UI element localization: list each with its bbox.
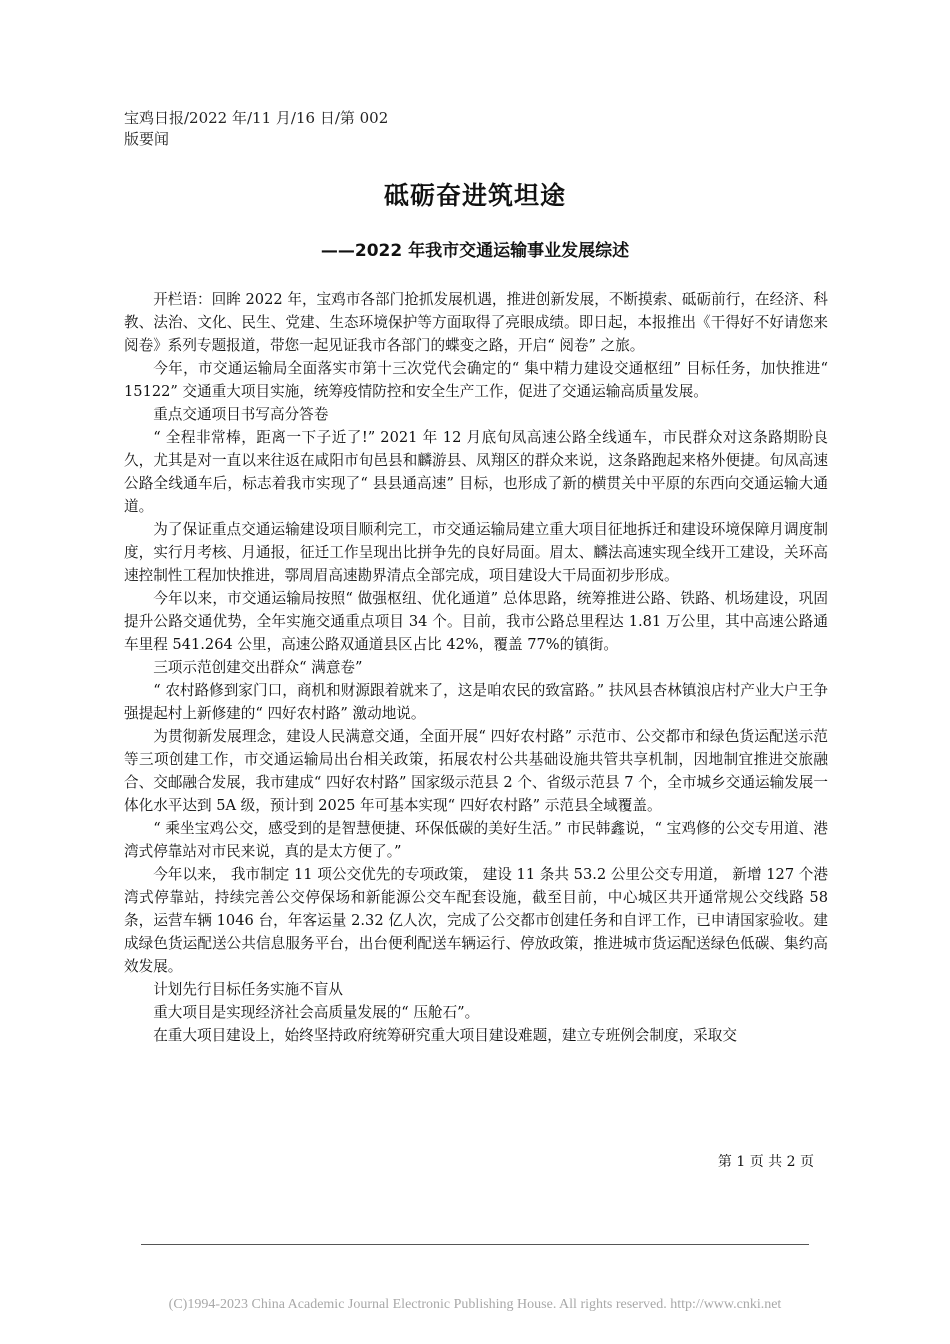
page-number: 第 1 页 共 2 页 (717, 1154, 814, 1170)
source-line: 版要闻 (124, 130, 170, 148)
paragraph: 为了保证重点交通运输建设项目顺利完工，市交通运输局建立重大项目征地拆迁和建设环境保障月调度制度，实行月考核、月通报，征迁工作呈现出比拼争先的良好局面。眉太、麟法高速实现全线开工建设，关环高速控制性工程加快推进，鄠周眉高速勘界清点全部完成，项目建设大干局面初步形成。 (124, 521, 828, 584)
section-heading: 重点交通项目书写高分答卷 (153, 406, 329, 423)
paragraph: “ 乘坐宝鸡公交，感受到的是智慧便捷、环保低碳的美好生活。” 市民韩鑫说，“ 宝鸡修的公交专用道、港湾式停靠站对市民来说，真的是太方便了。” (124, 820, 828, 860)
paragraph: 在重大项目建设上，始终坚持政府统筹研究重大项目建设难题，建立专班例会制度，采取交 (153, 1027, 737, 1044)
paragraph: 重大项目是实现经济社会高质量发展的“ 压舱石”。 (153, 1004, 480, 1021)
paragraph: “ 全程非常棒，距离一下子近了!” 2021 年 12 月底旬凤高速公路全线通车，市民群众对这条路期盼良久，尤其是对一直以来往返在咸阳市旬邑县和麟游县、凤翔区的群众来说，这条路跑起来格外便捷。旬凤高速公路全线通车后，标志着我市实现了“ 县县通高速” 目标，也形成了新的横贯关中平原的东西向交通运输大通道。 (124, 429, 828, 515)
section-heading: 计划先行目标任务实施不盲从 (153, 981, 343, 998)
copyright-footer: (C)1994-2023 China Academic Journal Electronic Publishing House. All rights reserved. http://www.cnki.net (168, 1297, 782, 1312)
source-info (124, 108, 388, 150)
article-subtitle: ——2022 年我市交通运输事业发展综述 (320, 241, 630, 261)
paragraph: 今年以来，市交通运输局按照“ 做强枢纽、优化通道” 总体思路，统筹推进公路、铁路、机场建设，巩固提升公路交通优势，全年实施交通重点项目 34 个。目前，我市公路总里程达 1.81 万公里，其中高速公路通车里程 541.264 公里，高速公路双通道县区占比 42%，覆盖 77%的镇街。 (124, 590, 828, 653)
paragraph: “ 农村路修到家门口，商机和财源跟着就来了，这是咱农民的致富路。” 扶风县杏林镇浪店村产业大户王争强提起村上新修建的“ 四好农村路” 激动地说。 (124, 682, 828, 722)
article-title: 砥砺奋进筑坦途 (383, 181, 566, 210)
paragraph: 今年，市交通运输局全面落实市第十三次党代会确定的“ 集中精力建设交通枢纽” 目标任务，加快推进“ 15122” 交通重大项目实施，统筹疫情防控和安全生产工作，促进了交通运输高质量发展。 (124, 360, 828, 400)
footer-divider (141, 1244, 809, 1245)
paragraph: 开栏语：回眸 2022 年，宝鸡市各部门抢抓发展机遇，推进创新发展，不断摸索、砥砺前行，在经济、科教、法治、文化、民生、党建、生态环境保护等方面取得了亮眼成绩。即日起，本报推出《干得好不好请您来阅卷》系列专题报道，带您一起见证我市各部门的蝶变之路，开启“ 阅卷” 之旅。 (124, 291, 828, 354)
source-line: 宝鸡日报/2022 年/11 月/16 日/第 002 (124, 109, 389, 127)
paragraph: 今年以来， 我市制定 11 项公交优先的专项政策， 建设 11 条共 53.2 公里公交专用道， 新增 127 个港湾式停靠站，持续完善公交停保场和新能源公交车配套设施，截至目前，中心城区共开通常规公交线路 58 条，运营车辆 1046 台，年客运量 2.32 亿人次，完成了公交都市创建任务和自评工作，已申请国家验收。建成绿色货运配送公共信息服务平台，出台便利配送车辆运行、停放政策，推进城市货运配送绿色低碳、集约高效发展。 (124, 866, 828, 975)
section-heading: 三项示范创建交出群众“ 满意卷” (153, 659, 363, 676)
paragraph: 为贯彻新发展理念，建设人民满意交通，全面开展“ 四好农村路” 示范市、公交都市和绿色货运配送示范等三项创建工作，市交通运输局出台相关政策，拓展农村公共基础设施共管共享机制，因地制宜推进交旅融合、交邮融合发展，我市建成“ 四好农村路” 国家级示范县 2 个、省级示范县 7 个，全市城乡交通运输发展一体化水平达到 5A 级，预计到 2025 年可基本实现“ 四好农村路” 示范县全域覆盖。 (124, 728, 828, 814)
article-body (124, 288, 828, 1047)
